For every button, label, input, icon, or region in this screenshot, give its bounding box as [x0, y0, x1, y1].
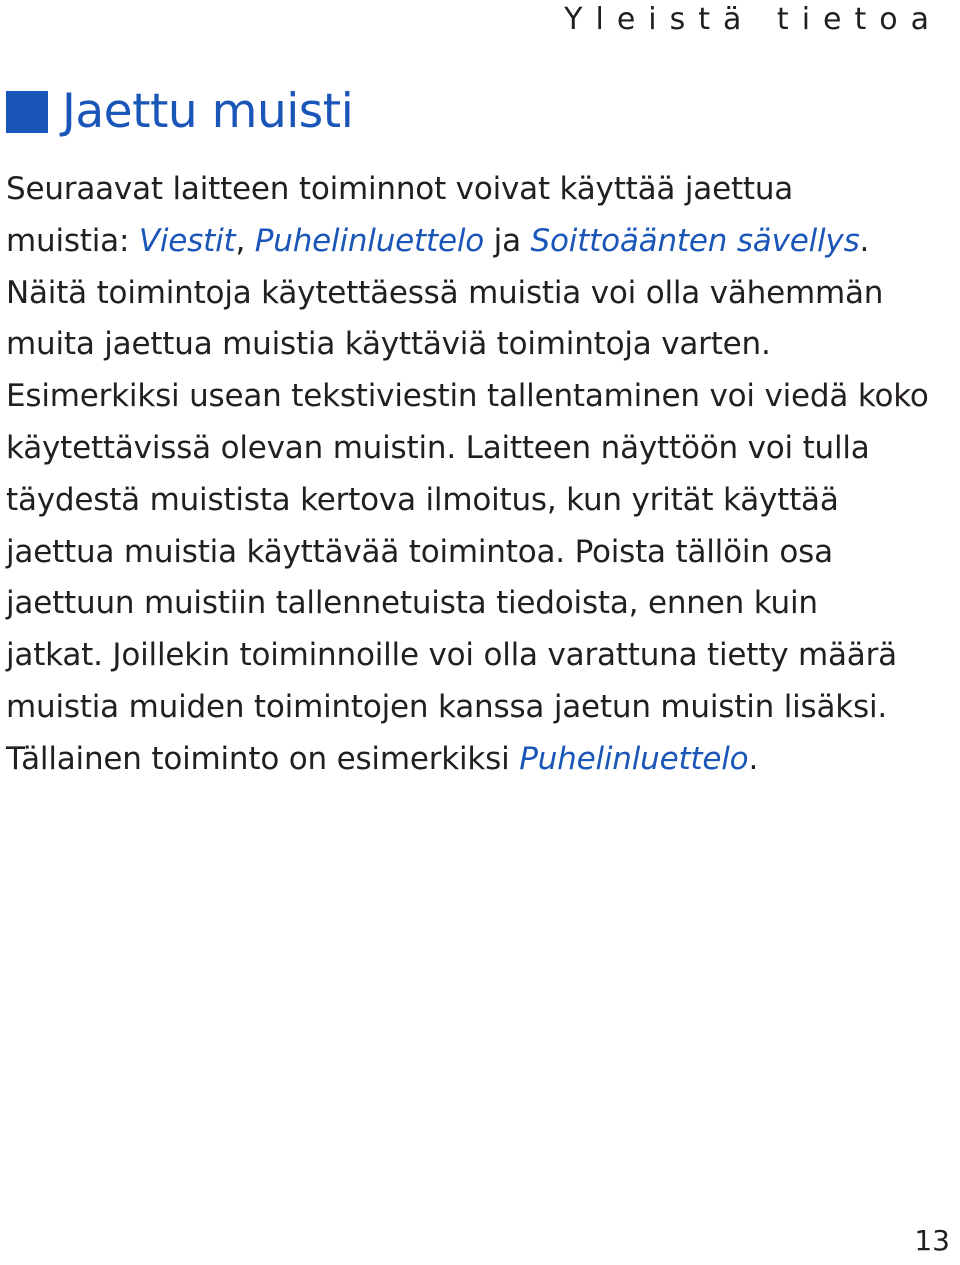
link-puhelinluettelo[interactable]: Puhelinluettelo — [254, 222, 484, 259]
text-line: Seuraavat laitteen toiminnot voivat käyttää jaettua — [6, 171, 794, 207]
text-line: Esimerkiksi usean tekstiviestin tallentaminen voi viedä koko — [6, 378, 929, 415]
text-line — [6, 216, 946, 268]
link-puhelinluettelo-2[interactable]: Puhelinluettelo — [519, 740, 749, 777]
text-line — [6, 734, 946, 786]
text-line: jaettuun muistiin tallennetuista tiedoista, ennen kuin — [6, 585, 818, 622]
link-viestit[interactable]: Viestit — [138, 222, 236, 259]
section-title: Jaettu muisti — [62, 84, 354, 139]
text-segment: Tällainen toiminto on esimerkiksi — [6, 740, 520, 777]
page-number: 13 — [914, 1224, 950, 1257]
text-segment: muistia: — [6, 222, 139, 259]
body-paragraph — [6, 164, 946, 786]
text-segment: ja — [484, 222, 531, 259]
text-segment: , — [235, 222, 255, 259]
text-line: jaettua muistia käyttävää toimintoa. Poista tällöin osa — [6, 533, 833, 570]
text-line: käytettävissä olevan muistin. Laitteen näyttöön voi tulla — [6, 429, 870, 466]
link-soittoaanten-savellys[interactable]: Soittoäänten sävellys — [530, 222, 860, 259]
text-segment: . — [748, 740, 759, 777]
text-line: muistia muiden toimintojen kanssa jaetun muistin lisäksi. — [6, 688, 888, 725]
heading-square-icon — [6, 91, 48, 133]
text-segment: . — [859, 222, 870, 259]
running-header: Yleistä tietoa — [564, 2, 942, 37]
text-line: jatkat. Joillekin toiminnoille voi olla varattuna tietty määrä — [6, 637, 897, 674]
text-line: Näitä toimintoja käytettäessä muistia voi olla vähemmän — [6, 274, 884, 311]
text-line: täydestä muistista kertova ilmoitus, kun yrität käyttää — [6, 481, 839, 518]
section-heading — [6, 82, 353, 142]
text-line: muita jaettua muistia käyttäviä toimintoja varten. — [6, 326, 771, 363]
